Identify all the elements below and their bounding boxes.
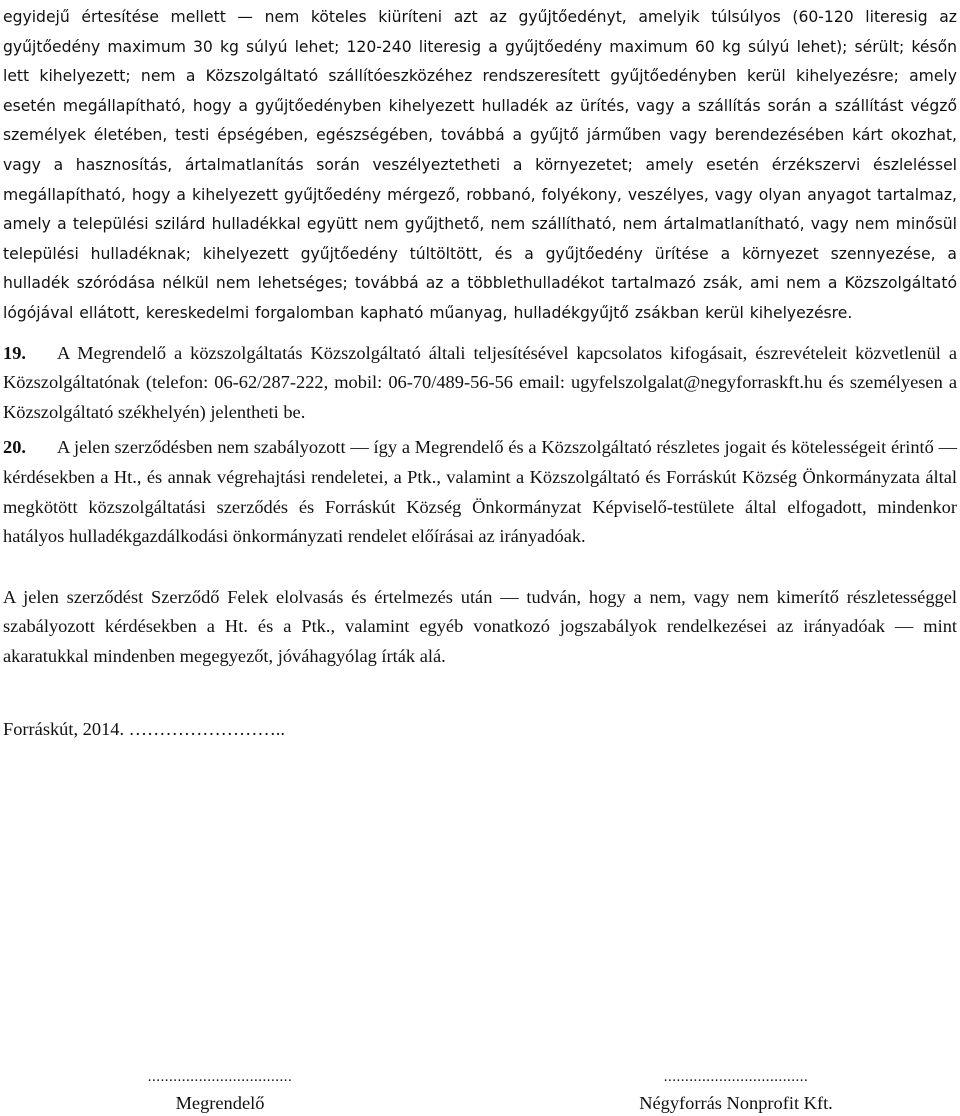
signature-name-left: Megrendelő	[175, 1093, 265, 1113]
continuation-paragraph: egyidejű értesítése mellett — nem köteles kiüríteni azt az gyűjtőedényt, amelyik túlsúlyos (60-120 literesig az gyűjtőedény maximum 30 kg súlyú lehet; 120-240 literesig a gyűjtőedény maximum 60 kg súlyú lehet); sérült; későn lett kihelyezett; nem a Közszolgáltató szállítóeszközéhez rendszeresített gyűjtőedényben kerül kihelyezésre; amely esetén megállapítható, hogy a gyűjtőedényben kihelyezett hulladék az ürítés, vagy a szállítás során a szállítást végző személyek életében, testi épségében, egészségében, továbbá a gyűjtő járműben vagy berendezésében kárt okozhat, vagy a hasznosítás, ártalmatlanítás során veszélyeztetheti a környezetet; amely esetén érzékszervi észleléssel megállapítható, hogy a kihelyezett gyűjtőedény mérgező, robbanó, folyékony, veszélyes, vagy olyan anyagot tartalmaz, amely a települési szilárd hulladékkal együtt nem gyűjthető, nem szállítható, nem ártalmatlanítható, vagy nem minősül települési hulladéknak; kihelyezett gyűjtőedény túltöltött, és a gyűjtőedény ürítése a környezet szennyezése, a hulladék szóródása nélkül nem lehetséges; továbbá az a többlethulladékot tartalmazó zsák, ami nem a Közszolgáltató lógójával ellátott, kereskedelmi forgalomban kapható műanyag, hulladékgyűjtő zsákban kerül kihelyezésre.	[3, 8, 957, 322]
paragraph-19-text: A Megrendelő a közszolgáltatás Közszolgáltató általi teljesítésével kapcsolatos kifogásait, észrevételeit közvetlenül a Közszolgáltatónak (telefon: 06-62/287-222, mobil: 06-70/489-56-56 email: ugyfelszolgalat@negyforraskft.hu és személyesen a Közszolgáltató székhelyén) jelentheti be.	[3, 342, 957, 422]
signature-provider	[596, 1064, 876, 1116]
signature-customer	[100, 1064, 340, 1116]
paragraph-19-number: 19.	[3, 342, 26, 363]
paragraph-20	[3, 433, 957, 551]
paragraph-20-text: A jelen szerződésben nem szabályozott — így a Megrendelő és a Közszolgáltató részletes jogait és kötelességeit érintő — kérdésekben a Ht., és annak végrehajtási rendeletei, a Ptk., valamint a Közszolgáltató és Forráskút Község Önkormányzata által megkötött közszolgáltatási szerződés és Forráskút Község Önkormányzat Képviselő-testülete által elfogadott, mindenkor hatályos hulladékgazdálkodási önkormányzati rendelet előírásai az irányadóak.	[3, 437, 957, 547]
paragraph-20-number: 20.	[3, 437, 26, 458]
signature-line-right: ..................................	[663, 1069, 809, 1085]
closing-paragraph: A jelen szerződést Szerződő Felek elolvasás és értelmezés után — tudván, hogy a nem, vagy nem kimerítő részletességgel szabályozott kérdésekben a Ht. és a Ptk., valamint egyéb vonatkozó jogszabályok rendelkezései az irányadóak — mint akaratukkal mindenben megegyezőt, jóváhagyólag írták alá.	[3, 586, 957, 666]
date-line: Forráskút, 2014. ……………………..	[3, 719, 285, 740]
document-page	[3, 0, 957, 745]
signature-line-left: ..................................	[147, 1069, 293, 1085]
paragraph-19	[3, 339, 957, 428]
signature-name-right: Négyforrás Nonprofit Kft.	[639, 1093, 833, 1113]
signature-block	[0, 1064, 960, 1116]
